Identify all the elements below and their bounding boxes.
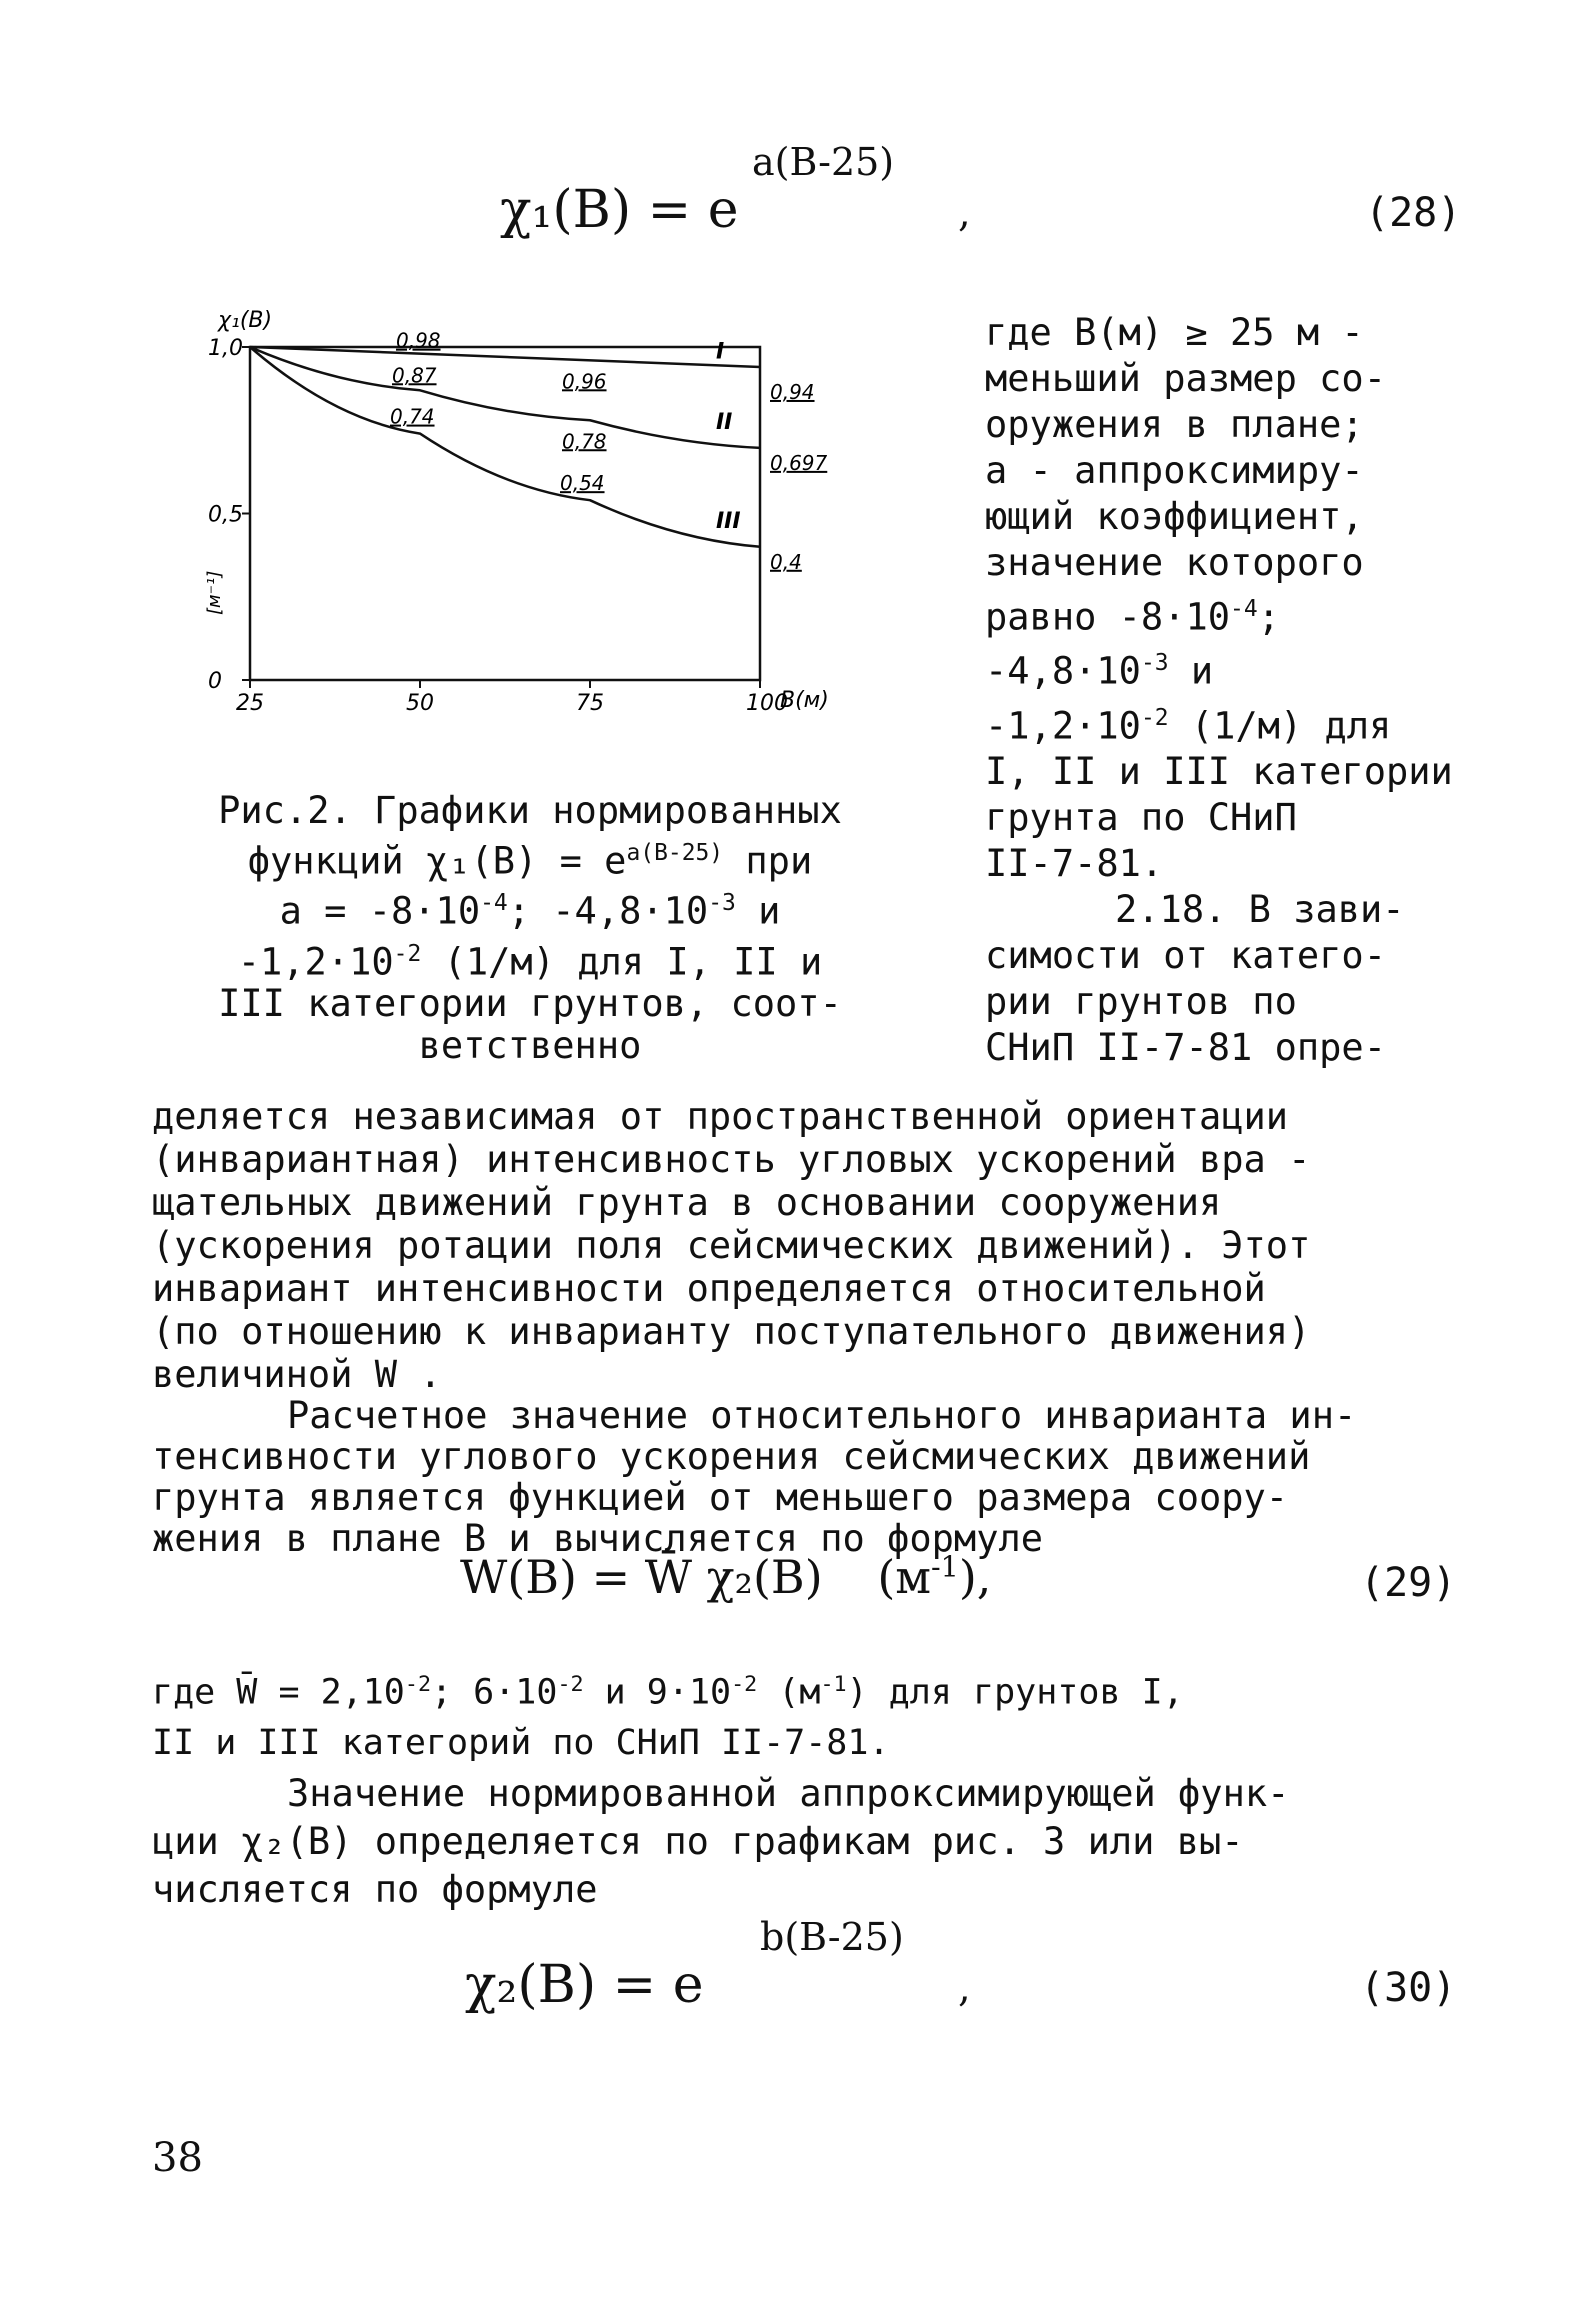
- equation-number-29: (29): [1360, 1560, 1457, 1606]
- right-line-1: где B(м) ≥ 25 м -: [985, 311, 1364, 354]
- y-tick-label: 0,5: [208, 502, 243, 528]
- body-paragraph-1: деляется независимая от пространственной ориентации (инвариантная) интенсивность угловых ускорений вра - щательных движений грунта в основании сооружения (ускорения ротации поля сейсмических движений). Этот инвариант интенсивности определяется относительной (по отношению к инварианту поступательного движения) величиной W .: [152, 1095, 1311, 1396]
- right-line-10: I, II и III категории: [985, 749, 1453, 793]
- caption-line-3: $a = -8\cdot 10^{-4}$; $-4,8\cdot 10^{-3}$ и: [279, 889, 781, 933]
- right-line-14: симости от катего-: [985, 933, 1386, 977]
- caption-formula: χ₁(B) = e: [425, 839, 627, 883]
- figure-2-chart: [190, 305, 850, 725]
- right-line-6: значение которого: [985, 541, 1364, 584]
- point-label: 0,54: [560, 471, 605, 496]
- formula-28-lhs: χ₁(B) = e: [500, 180, 739, 240]
- formula-28: [500, 180, 739, 240]
- point-label: 0,87: [392, 363, 437, 388]
- caption-line-2: функций $\chi_1(B) = e^{a(B-25)}$ при: [247, 839, 813, 883]
- point-label: 0,94: [770, 379, 815, 404]
- right-line-11: грунта по СНиП: [985, 795, 1297, 839]
- point-label: 0,4: [770, 549, 802, 574]
- body-paragraph-2: Расчетное значение относительного инварианта ин- тенсивности углового ускорения сейсмических движений грунта является функцией от меньшего размера соору- жения в плане B и вычисляется по формуле: [152, 1394, 1357, 1560]
- x-tick-label: 75: [576, 691, 604, 716]
- point-label: 0,74: [390, 404, 435, 429]
- formula-29: W(B) = W̄ χ₂(B) $(м^{-1})$,: [460, 1550, 992, 1604]
- plot-frame: [250, 347, 760, 680]
- x-tick-label: 25: [236, 691, 264, 716]
- right-line-12: II-7-81.: [985, 841, 1164, 885]
- caption-line-5: III категории грунтов, соот-: [218, 981, 842, 1025]
- right-line-4: a - аппроксимиру-: [985, 449, 1364, 492]
- point-label: 0,697: [770, 450, 828, 475]
- point-label: 0,96: [562, 369, 607, 394]
- right-line-15: рии грунтов по: [985, 979, 1297, 1023]
- formula-29-explanation: где W̄ = $2,10^{-2}$; $6\cdot 10^{-2}$ и $9\cdot 10^{-2}$ $(м^{-1})$ для грунтов I, II и III категорий по СНиП II-7-81.: [152, 1672, 1184, 1763]
- equation-number-28: (28): [1365, 190, 1462, 236]
- right-line-9: $-1,2\cdot 10^{-2}$ (1/м) для: [985, 703, 1392, 747]
- formula-30-exponent: b(B-25): [760, 1915, 904, 1959]
- formula-30-comma: ,: [958, 1965, 971, 2011]
- right-line-2: меньший размер со-: [985, 357, 1386, 400]
- page-number: 38: [152, 2135, 203, 2181]
- y-tick-label: 0: [208, 669, 222, 694]
- right-line-8: $-4,8\cdot 10^{-3}$ и: [985, 649, 1214, 693]
- series-line-I: [250, 347, 760, 367]
- x-axis-title: B(м): [780, 688, 829, 713]
- caption-line-1: Рис.2. Графики нормированных: [218, 789, 842, 832]
- figure-caption: [150, 790, 910, 1067]
- series-line-II: [250, 347, 760, 448]
- equation-number-30: (30): [1360, 1965, 1457, 2011]
- y-axis-rotated-label: [м⁻¹]: [204, 570, 225, 615]
- section-heading-2-18: 2.18. В зави-: [1115, 887, 1405, 931]
- formula-30: χ₂(B) = e: [465, 1955, 704, 2015]
- right-line-5: ющий коэффициент,: [985, 495, 1364, 538]
- x-tick-label: 100: [746, 691, 788, 716]
- caption-line-6: ветственно: [418, 1023, 642, 1067]
- y-tick-label: 1,0: [208, 336, 243, 361]
- point-label: 0,98: [396, 328, 441, 353]
- series-label-I: I: [716, 339, 725, 365]
- point-label: 0,78: [562, 429, 607, 454]
- formula-28-comma: ,: [958, 190, 971, 236]
- right-column-text: [985, 310, 1455, 1071]
- series-label-III: III: [716, 509, 741, 535]
- right-line-3: оружения в плане;: [985, 403, 1364, 446]
- right-line-7: равно $-8\cdot 10^{-4}$;: [985, 595, 1280, 639]
- right-line-16: СНиП II-7-81 опре-: [985, 1025, 1386, 1069]
- caption-line-4: $-1,2\cdot 10^{-2}$ (1/м) для I, II и: [237, 939, 823, 983]
- series-line-III: [250, 347, 760, 547]
- x-tick-label: 50: [406, 691, 434, 716]
- series-label-II: II: [716, 410, 733, 436]
- body-paragraph-3: Значение нормированной аппроксимирующей функ- ции χ₂(B) определяется по графикам рис. 3 или вы- числяется по формуле: [152, 1772, 1290, 1911]
- y-axis-title: χ₁(B): [218, 308, 273, 333]
- formula-28-exponent: a(B-25): [752, 140, 895, 184]
